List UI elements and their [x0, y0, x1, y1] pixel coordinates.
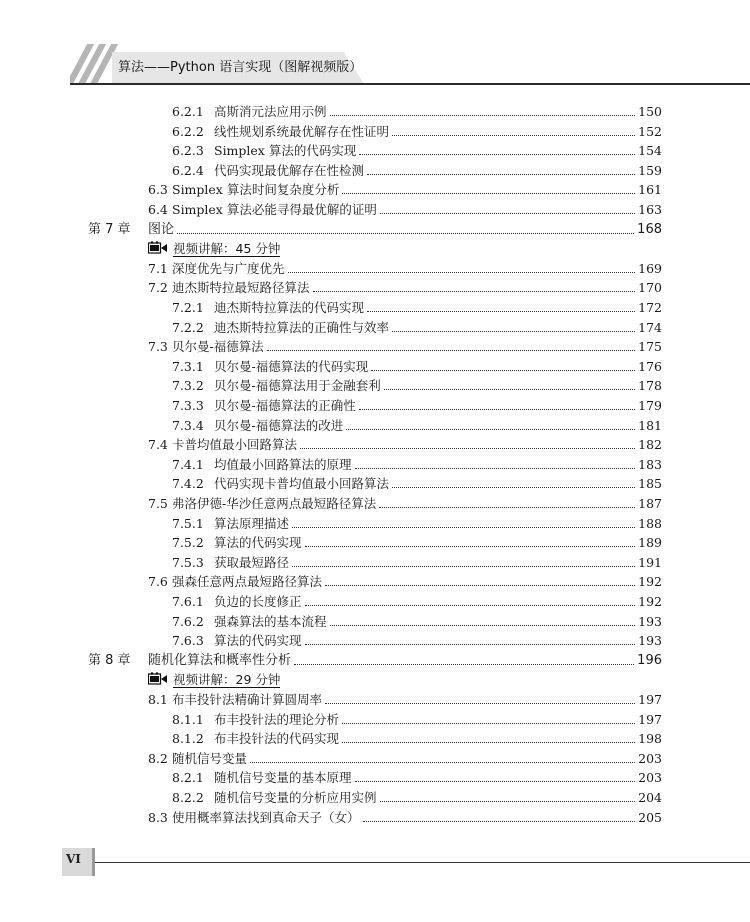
toc-leader-dots	[288, 271, 635, 273]
page-number: VI	[66, 852, 81, 866]
toc-entry-title: 随机化算法和概率性分析	[148, 652, 292, 668]
toc-page-number: 204	[638, 790, 662, 805]
toc-page-number: 179	[638, 398, 662, 413]
toc-leader-dots	[330, 624, 635, 626]
toc-page-number: 197	[638, 692, 662, 707]
toc-entry-number: 8.2.2	[172, 790, 204, 805]
toc-entry-number: 7.2.1	[172, 300, 204, 315]
toc-entry-row[interactable]	[0, 710, 750, 730]
toc-leader-dots	[359, 408, 635, 410]
toc-entry-number: 7.1	[148, 260, 168, 276]
toc-chapter-row[interactable]	[0, 651, 750, 671]
toc-entry-row[interactable]	[0, 612, 750, 632]
toc-entry-title: 随机信号变量	[172, 750, 248, 766]
toc-entry-title: 强森算法的基本流程	[214, 613, 327, 629]
toc-page-number: 182	[638, 437, 662, 453]
toc-entry-row[interactable]	[0, 396, 750, 416]
toc-entry-number: 7.5.2	[172, 535, 204, 551]
toc-page-number: 198	[638, 731, 662, 747]
toc-page-number: 163	[638, 202, 662, 217]
toc-entry-number: 8.2.1	[172, 770, 204, 786]
toc-entry-number: 6.2.2	[172, 123, 204, 139]
toc-page-number: 169	[638, 260, 662, 276]
toc-entry-title: 负边的长度修正	[214, 594, 302, 609]
toc-entry-title: 高斯消元法应用示例	[214, 104, 327, 119]
toc-leader-dots	[355, 467, 635, 469]
toc-entry-title: 代码实现卡普均值最小回路算法	[214, 476, 390, 492]
toc-leader-dots	[367, 173, 635, 175]
toc-entry-row[interactable]	[0, 553, 750, 573]
toc-leader-dots	[250, 761, 635, 763]
toc-leader-dots	[392, 134, 635, 136]
toc-page-number: 181	[638, 417, 662, 433]
toc-entry-number: 6.2.4	[172, 162, 204, 178]
video-camera-icon	[148, 672, 168, 686]
video-duration-label: 视频讲解：29 分钟	[173, 672, 281, 688]
toc-leader-dots	[305, 643, 635, 645]
footer-rule	[94, 862, 750, 863]
toc-entry-number: 8.1.1	[172, 711, 204, 727]
toc-entry-title: 迪杰斯特拉算法的代码实现	[214, 300, 365, 315]
toc-entry-row[interactable]	[0, 278, 750, 298]
toc-page-number: 197	[638, 711, 662, 727]
page-header	[0, 44, 750, 84]
toc-entry-number: 6.2.1	[172, 104, 204, 119]
book-title: 算法——Python 语言实现（图解视频版）	[118, 60, 363, 75]
toc-entry-row[interactable]	[0, 690, 750, 710]
toc-page-number: 183	[638, 456, 662, 472]
toc-entry-row[interactable]	[0, 749, 750, 769]
toc-page-number: 154	[638, 143, 662, 159]
toc-entry-title: 使用概率算法找到真命天子（女）	[172, 809, 360, 825]
toc-entry-row[interactable]	[0, 592, 750, 612]
toc-leader-dots	[380, 800, 635, 802]
toc-page-number: 187	[638, 496, 662, 511]
toc-entry-number: 6.2.3	[172, 143, 204, 159]
toc-entry-number: 7.6.3	[172, 633, 204, 649]
toc-leader-dots	[342, 192, 635, 194]
toc-page-number: 152	[638, 123, 662, 139]
toc-entry-number: 7.3.4	[172, 417, 204, 433]
toc-entry-number: 7.6.1	[172, 594, 204, 609]
toc-entry-row[interactable]	[0, 161, 750, 181]
toc-entry-row[interactable]	[0, 455, 750, 475]
toc-entry-title: 算法的代码实现	[214, 535, 302, 551]
toc-entry-number: 8.3	[148, 809, 168, 825]
toc-leader-dots	[300, 447, 635, 449]
toc-entry-number: 7.2.2	[172, 319, 204, 335]
toc-leader-dots	[325, 584, 635, 586]
toc-entry-title: 贝尔曼-福德算法	[172, 339, 264, 355]
toc-leader-dots	[384, 388, 635, 390]
toc-leader-dots	[292, 526, 635, 528]
toc-chapter-row[interactable]	[0, 220, 750, 240]
toc-entry-row[interactable]	[0, 514, 750, 534]
toc-leader-dots	[392, 330, 635, 332]
toc-leader-dots	[294, 663, 634, 665]
toc-leader-dots	[380, 212, 635, 214]
toc-page-number: 176	[638, 358, 662, 374]
toc-entry-number: 7.4.2	[172, 476, 204, 492]
toc-page-number: 192	[638, 574, 662, 590]
video-lecture-note	[148, 239, 280, 259]
toc-page-number: 174	[638, 319, 662, 335]
toc-entry-title: 均值最小回路算法的原理	[214, 456, 352, 472]
toc-leader-dots	[305, 604, 635, 606]
toc-entry-title: 贝尔曼-福德算法用于金融套利	[214, 378, 381, 394]
toc-entry-row[interactable]	[0, 180, 750, 200]
toc-leader-dots	[355, 780, 635, 782]
toc-entry-row[interactable]	[0, 357, 750, 377]
toc-entry-number: 7.4.1	[172, 456, 204, 472]
toc-leader-dots	[359, 153, 635, 155]
toc-leader-dots	[367, 310, 635, 312]
toc-entry-row[interactable]	[0, 494, 750, 514]
toc-page-number: 191	[638, 554, 662, 570]
toc-entry-number: 8.2	[148, 750, 168, 766]
toc-entry-row[interactable]	[0, 435, 750, 455]
toc-leader-dots	[363, 820, 635, 822]
toc-page-number: 203	[638, 750, 662, 766]
toc-page-number: 175	[638, 339, 662, 355]
toc-page-number: 205	[638, 809, 662, 825]
toc-leader-dots	[342, 741, 635, 743]
toc-entry-title: 线性规划系统最优解存在性证明	[214, 123, 390, 139]
toc-entry-row[interactable]	[0, 337, 750, 357]
toc-entry-title: 获取最短路径	[214, 554, 290, 570]
toc-entry-number: 7.3.1	[172, 358, 204, 374]
toc-entry-title: 布丰投针法精确计算圆周率	[172, 692, 323, 707]
toc-leader-dots	[342, 722, 635, 724]
toc-entry-row[interactable]	[0, 572, 750, 592]
toc-entry-title: 强森任意两点最短路径算法	[172, 574, 323, 590]
toc-entry-number: 第 8 章	[88, 652, 131, 668]
toc-entry-number: 6.4	[148, 202, 168, 217]
toc-entry-number: 7.2	[148, 280, 168, 296]
toc-page-number: 185	[638, 476, 662, 492]
toc-entry-title: 贝尔曼-福德算法的正确性	[214, 398, 356, 413]
toc-entry-row[interactable]	[0, 200, 750, 220]
toc-leader-dots	[267, 349, 635, 351]
toc-page-number: 172	[638, 300, 662, 315]
toc-entry-title: Simplex 算法的代码实现	[214, 143, 357, 159]
toc-page-number: 192	[638, 594, 662, 609]
toc-page-number: 188	[638, 515, 662, 531]
toc-entry-title: 布丰投针法的理论分析	[214, 711, 340, 727]
toc-entry-row[interactable]	[0, 376, 750, 396]
video-duration-label: 视频讲解：45 分钟	[173, 241, 281, 257]
toc-entry-number: 7.5.3	[172, 554, 204, 570]
toc-entry-title: 卡普均值最小回路算法	[172, 437, 298, 453]
toc-leader-dots	[392, 486, 635, 488]
toc-entry-title: 贝尔曼-福德算法的改进	[214, 417, 344, 433]
toc-page-number: 189	[638, 535, 662, 551]
toc-leader-dots	[346, 428, 635, 430]
toc-page-number: 193	[638, 613, 662, 629]
toc-entry-title: 贝尔曼-福德算法的代码实现	[214, 358, 369, 374]
toc-leader-dots	[177, 232, 634, 234]
toc-leader-dots	[371, 369, 635, 371]
toc-entry-row[interactable]	[0, 533, 750, 553]
toc-entry-title: Simplex 算法必能寻得最优解的证明	[172, 202, 377, 217]
toc-leader-dots	[313, 290, 635, 292]
toc-entry-title: 弗洛伊德-华沙任意两点最短路径算法	[172, 496, 377, 511]
toc-entry-row[interactable]	[0, 808, 750, 828]
toc-entry-number: 8.1	[148, 692, 168, 707]
toc-entry-number: 第 7 章	[88, 221, 131, 237]
toc-leader-dots	[305, 545, 635, 547]
toc-leader-dots	[325, 702, 635, 704]
toc-entry-row[interactable]	[0, 298, 750, 318]
toc-entry-row[interactable]	[0, 259, 750, 279]
toc-entry-title: 迪杰斯特拉算法的正确性与效率	[214, 319, 390, 335]
toc-entry-title: 迪杰斯特拉最短路径算法	[172, 280, 310, 296]
toc-leader-dots	[292, 565, 635, 567]
toc-page-number: 178	[638, 378, 662, 394]
toc-entry-title: 深度优先与广度优先	[172, 260, 285, 276]
toc-entry-title: 随机信号变量的分析应用实例	[214, 790, 377, 805]
toc-entry-row[interactable]	[0, 768, 750, 788]
toc-page-number: 203	[638, 770, 662, 786]
toc-page-number: 193	[638, 633, 662, 649]
toc-entry-number: 7.6	[148, 574, 168, 590]
toc-entry-title: 代码实现最优解存在性检测	[214, 162, 365, 178]
toc-entry-number: 7.5	[148, 496, 168, 511]
toc-entry-title: 算法原理描述	[214, 515, 290, 531]
toc-entry-title: 布丰投针法的代码实现	[214, 731, 340, 747]
toc-entry-number: 8.1.2	[172, 731, 204, 747]
toc-entry-row[interactable]	[0, 122, 750, 142]
toc-entry-number: 7.3.2	[172, 378, 204, 394]
toc-entry-title: 算法的代码实现	[214, 633, 302, 649]
toc-page-number: 170	[638, 280, 662, 296]
toc-entry-number: 7.3.3	[172, 398, 204, 413]
toc-entry-number: 7.5.1	[172, 515, 204, 531]
toc-entry-title: Simplex 算法时间复杂度分析	[172, 182, 340, 198]
toc-page-number: 168	[637, 221, 662, 237]
toc-page-number: 196	[637, 652, 662, 668]
toc-page-number: 161	[638, 182, 662, 198]
toc-entry-row[interactable]	[0, 729, 750, 749]
toc-entry-row[interactable]	[0, 788, 750, 808]
toc-entry-number: 6.3	[148, 182, 168, 198]
header-rule	[70, 83, 750, 85]
toc-entry-row[interactable]	[0, 631, 750, 651]
video-lecture-note	[148, 670, 280, 690]
toc-page-number: 150	[638, 104, 662, 119]
toc-entry-title: 随机信号变量的基本原理	[214, 770, 352, 786]
toc-entry-row[interactable]	[0, 474, 750, 494]
toc-entry-number: 7.4	[148, 437, 168, 453]
toc-entry-number: 7.6.2	[172, 613, 204, 629]
toc-leader-dots	[330, 114, 635, 116]
toc-page-number: 159	[638, 162, 662, 178]
toc-leader-dots	[379, 506, 635, 508]
toc-entry-row[interactable]	[0, 416, 750, 436]
toc-entry-title: 图论	[148, 221, 175, 237]
toc-entry-row[interactable]	[0, 102, 750, 122]
toc-entry-number: 7.3	[148, 339, 168, 355]
toc-entry-row[interactable]	[0, 141, 750, 161]
video-camera-icon	[148, 241, 168, 255]
toc-entry-row[interactable]	[0, 318, 750, 338]
